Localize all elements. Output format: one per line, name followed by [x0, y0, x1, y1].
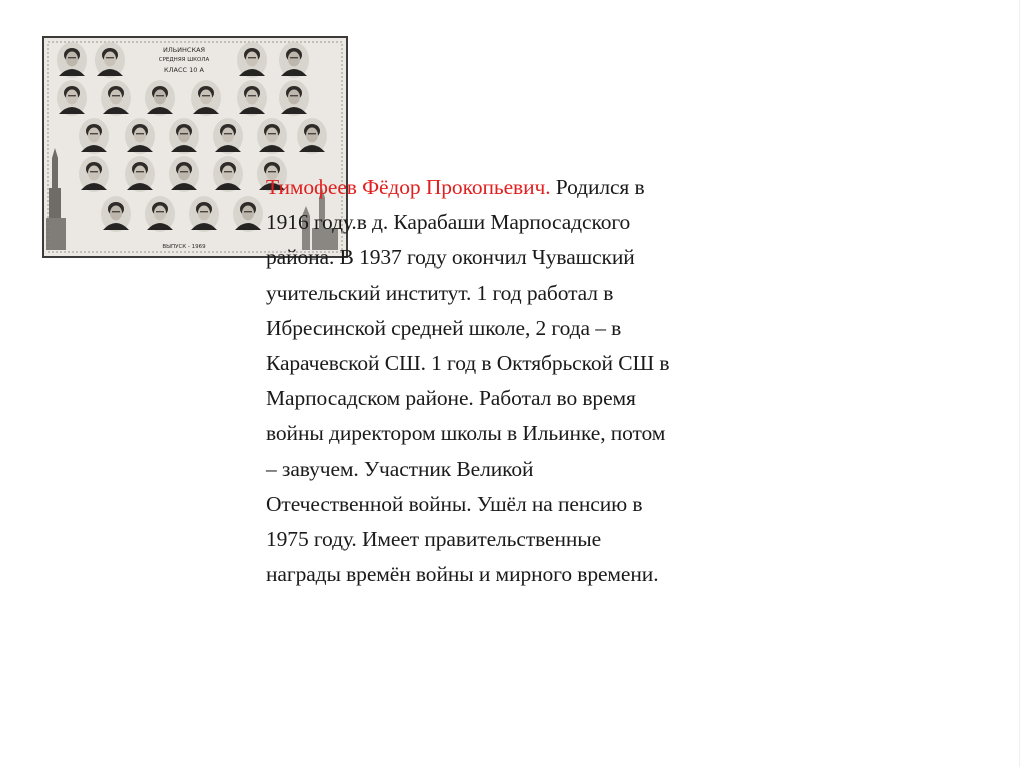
- photo-header-3: КЛАСС 10 А: [164, 66, 204, 74]
- bio-line-1-rest: Родился в: [550, 175, 645, 199]
- student-portrait: [237, 42, 267, 78]
- bio-line-11: 1975 году. Имеет правительственные: [266, 527, 602, 552]
- bio-line-7: Марпосадском районе. Работал во время: [266, 386, 636, 411]
- bio-line-8: войны директором школы в Ильинке, потом: [266, 421, 666, 446]
- student-portrait: [145, 196, 175, 232]
- bio-line-9: – завучем. Участник Великой: [266, 456, 534, 481]
- student-portrait: [297, 118, 327, 154]
- student-portrait: [57, 42, 87, 78]
- student-portrait: [233, 196, 263, 232]
- student-portrait: [101, 196, 131, 232]
- student-portrait: [213, 118, 243, 154]
- student-portrait: [279, 42, 309, 78]
- bio-line-6: Карачевской СШ. 1 год в Октябрьской СШ в: [266, 351, 670, 376]
- student-portrait: [145, 80, 175, 116]
- student-portrait: [95, 42, 125, 78]
- student-portrait: [79, 118, 109, 154]
- photo-header-2: СРЕДНЯЯ ШКОЛА: [158, 57, 210, 63]
- student-portrait: [237, 80, 267, 116]
- bio-line-12: награды времён войны и мирного времени.: [266, 562, 659, 587]
- student-portrait: [189, 196, 219, 232]
- bio-line-3: района. В 1937 году окончил Чувашский: [266, 245, 635, 270]
- student-portrait: [79, 156, 109, 192]
- bio-line-1: [266, 170, 786, 205]
- student-portrait: [213, 156, 243, 192]
- student-portrait: [191, 80, 221, 116]
- photo-footer: ВЫПУСК - 1969: [162, 244, 206, 250]
- bio-line-10: Отечественной войны. Ушёл на пенсию в: [266, 491, 643, 516]
- photo-header-1: ИЛЬИНСКАЯ: [162, 46, 206, 54]
- student-portrait: [169, 156, 199, 192]
- biography-text: [266, 170, 786, 592]
- bio-line-5: Ибресинской средней школе, 2 года – в: [266, 315, 622, 340]
- student-portrait: [101, 80, 131, 116]
- bio-line-2: 1916 году.в д. Карабаши Марпосадского: [266, 210, 631, 235]
- person-name: Тимофеев Фёдор Прокопьевич.: [266, 175, 551, 199]
- student-portrait: [169, 118, 199, 154]
- student-portrait: [57, 80, 87, 116]
- student-portrait: [125, 118, 155, 154]
- student-portrait: [257, 118, 287, 154]
- student-portrait: [279, 80, 309, 116]
- bio-line-4: учительский институт. 1 год работал в: [266, 280, 614, 305]
- student-portrait: [125, 156, 155, 192]
- slide-edge: [1019, 0, 1020, 767]
